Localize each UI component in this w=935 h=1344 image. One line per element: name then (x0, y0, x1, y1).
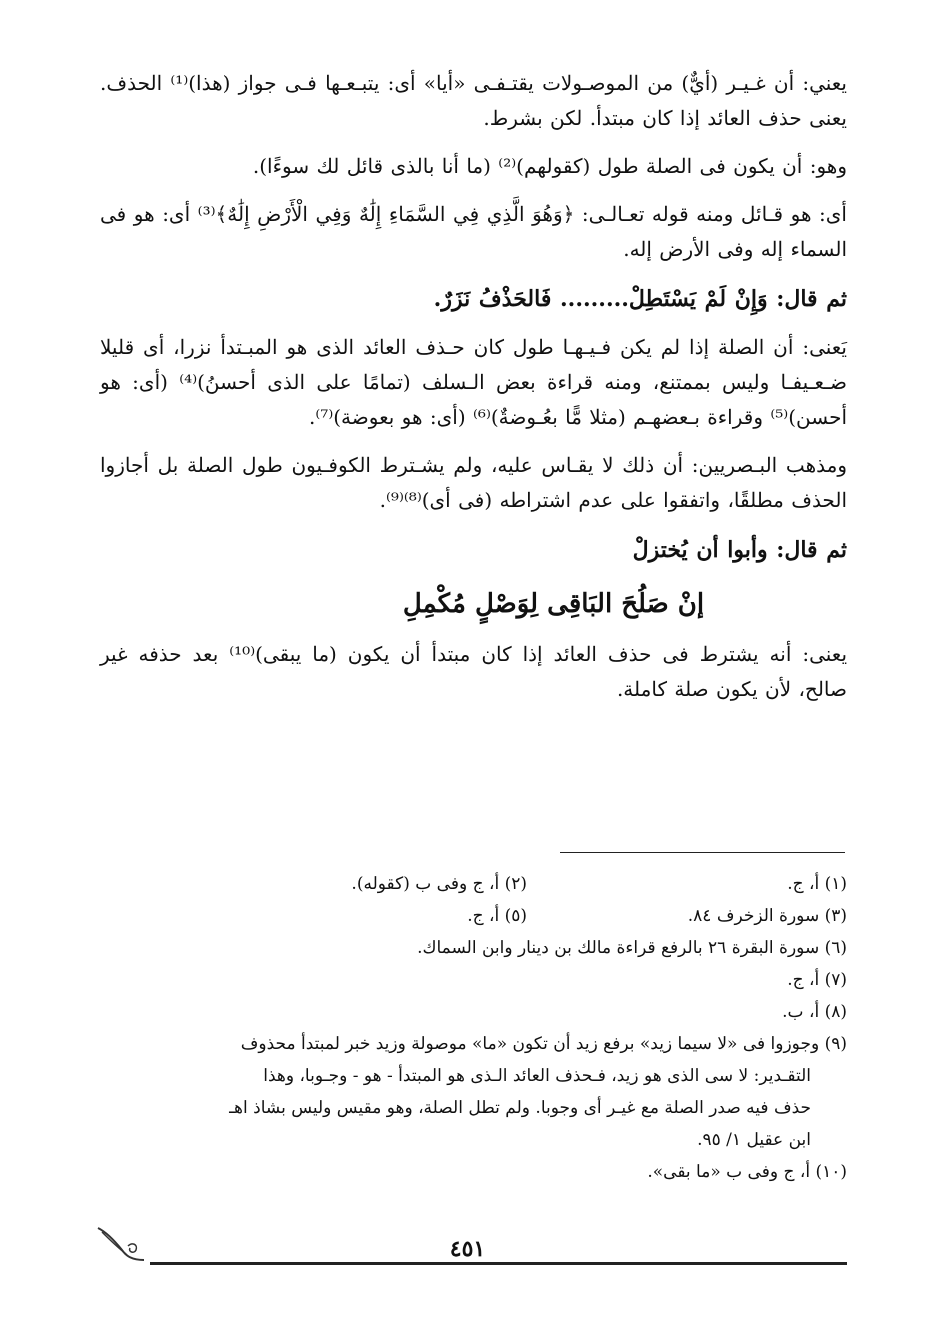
footnote-row (100, 868, 847, 900)
footnote-6: (٦) سورة البقرة ٢٦ بالرفع قراءة مالك بن دينار وابن السماك. (417, 938, 847, 958)
bottom-rule (150, 1262, 847, 1265)
poem-line-3: إنْ صَلُحَ البَاقِى لِوَصْلٍ مُكْمِلِ (402, 589, 705, 619)
footnote-separator (560, 852, 845, 853)
poem-line-1: ثم قال: وَإِنْ لَمْ يَسْتَطِلْ......... فَالحَذْفُ نَزَرٌ. (433, 286, 847, 312)
footnote-9-line-2: التقـدير: لا سى الذى هو زيد، فـحذف العائد الـذى هو المبتدأ - هو - وجـوبا، وهذا (263, 1066, 811, 1086)
page-number: ٤٥١ (449, 1236, 486, 1262)
footnote-5: (٥) أ، ج. (467, 906, 527, 926)
footnote-row (100, 900, 847, 932)
main-text (100, 66, 847, 720)
footnote-3: (٣) سورة الزخرف ٨٤. (687, 906, 847, 926)
footnote-9-line-3: حذف فيه صدر الصلة مع غيـر أى وجوبا. ولم تطل الصلة، وهو مقيس وليس بشاذ اهـ (229, 1098, 811, 1118)
paragraph-3: أى: هو قـائل ومنه قوله تعـالـى: ﴿وَهُوَ الَّذِي فِي السَّمَاءِ إِلَٰهٌ وَفِي الْأَرْضِ إِلَٰهٌ﴾⁽³⁾ أى: هو فى السماء إله وفى الأرض إله. (100, 202, 847, 261)
poem-line-2: ثم قال: وأبوا أن يُختزلْ (632, 537, 847, 563)
footnotes (100, 868, 847, 1188)
footnote-1: (١) أ، ج. (787, 874, 847, 894)
hand-drawn-mark-icon (92, 1210, 152, 1270)
paragraph-4: يَعنى: أن الصلة إذا لم يكن فـيـهـا طول كان حـذف العائد الذى هو المبـتدأ نزرا، أى قليلا ضـعـيفـا وليس بممتنع، ومنه قراءة بعض الـسلف (تمامًا على الذى أحسنُ)⁽⁴⁾ (أى: هو أحسن)⁽⁵⁾ وقراءة بـعضهـم (مثلا مًّا بعُـوضةٌ)⁽⁶⁾ (أى: هو بعوضة)⁽⁷⁾. (100, 335, 848, 429)
paragraph-5: ومذهب البـصريين: أن ذلك لا يقـاس عليه، ولم يشـترط الكوفـيون طول الصلة بل أجازوا الحذف مطلقًا، واتفقوا على عدم اشتراطه (فى أى)⁽⁸⁾⁽⁹⁾. (100, 453, 847, 512)
footnote-9-line-1: (٩) وجوزوا فى «لا سيما زيد» برفع زيد أن تكون «ما» موصولة وزيد خبر لمبتدأ محذوف (240, 1034, 847, 1054)
paragraph-1: يعني: أن غـيـر (أيٌّ) من الموصـولات يقتـفـى «أيا» أى: يتبـعـها فـى جواز (هذا)⁽¹⁾ الحذف. يعنى حذف العائد إذا كان مبتدأ. لكن بشرط. (100, 71, 847, 130)
footnote-8: (٨) أ، ب. (782, 1002, 847, 1022)
paragraph-6: يعنى: أنه يشترط فى حذف العائد إذا كان مبتدأ أن يكون (ما يبقى)⁽¹⁰⁾ بعد حذفه غير صالح، لأن يكون صلة كاملة. (100, 642, 848, 701)
footnote-9-line-4: ابن عقيل ١/ ٩٥. (697, 1130, 811, 1150)
footnote-10: (١٠) أ، ج وفى ب «ما بقى». (647, 1162, 847, 1182)
footnote-7: (٧) أ، ج. (787, 970, 847, 990)
paragraph-2: وهو: أن يكون فى الصلة طول (كقولهم)⁽²⁾ (ما أنا بالذى قائل لك سوءًا). (252, 154, 847, 178)
footnote-2: (٢) أ، ج وفى ب (كقوله). (351, 874, 527, 894)
